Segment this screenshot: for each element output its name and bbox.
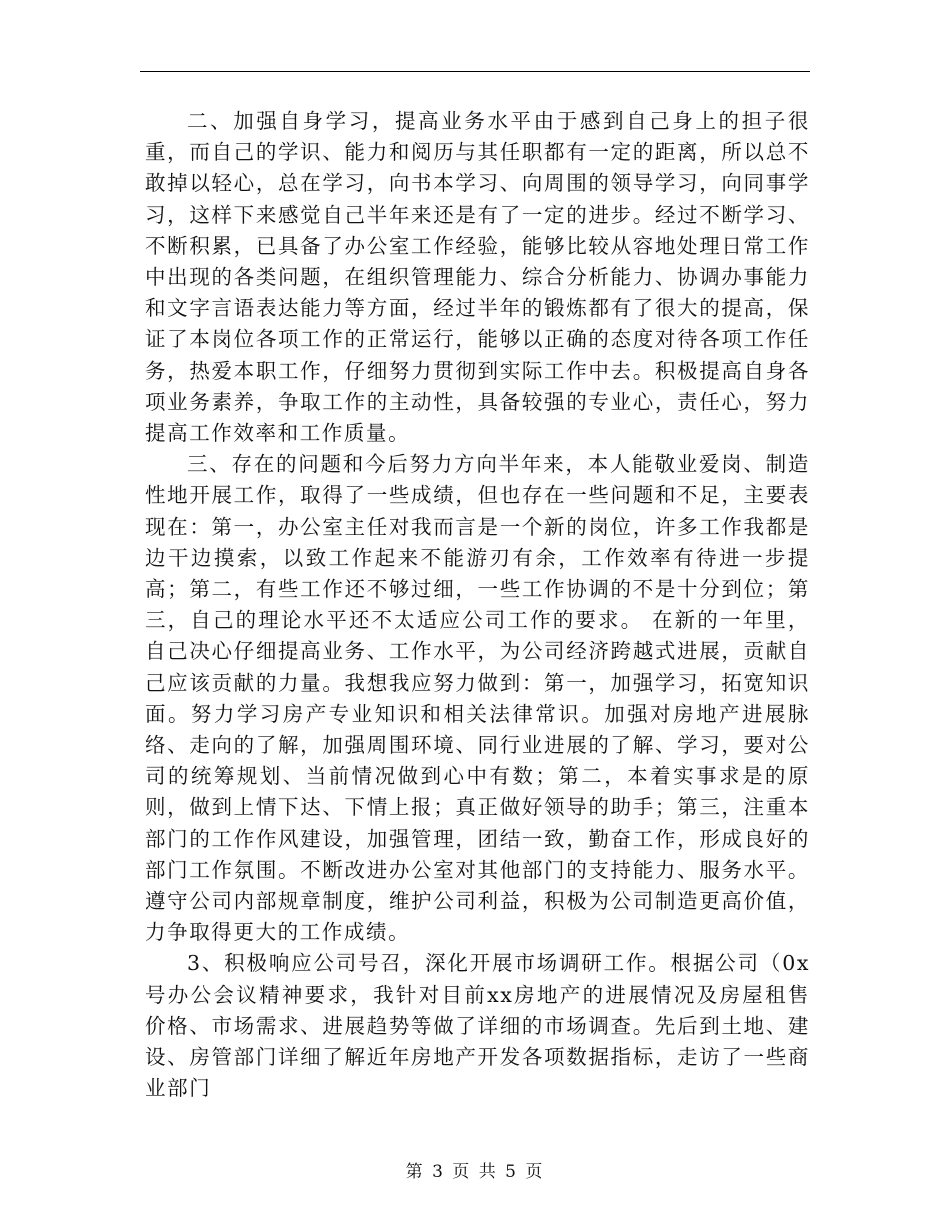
page-footer: 第 3 页 共 5 页 <box>405 1162 545 1182</box>
document-body <box>145 106 810 1105</box>
paragraph-market-research: 3、积极响应公司号召，深化开展市场调研工作。根据公司（0x号办公会议精神要求，我针对目前xx房地产的进展情况及房屋租售价格、市场需求、进展趋势等做了详细的市场调查。先后到土地、建设、房管部门详细了解近年房地产开发各项数据指标，走访了一些商业部门 <box>145 951 810 1101</box>
header-rule <box>140 71 810 72</box>
paragraph-problems: 三、存在的问题和今后努力方向半年来，本人能敬业爱岗、制造性地开展工作，取得了一些成绩，但也存在一些问题和不足，主要表现在：第一，办公室主任对我而言是一个新的岗位，许多工作我都是边干边摸索，以致工作起来不能游刃有余，工作效率有待进一步提高；第二，有些工作还不够过细，一些工作协调的不是十分到位；第三，自己的理论水平还不太适应公司工作的要求。 在新的一年里，自己决心仔细提高业务、工作水平，为公司经济跨越式进展，贡献自己应该贡献的力量。我想我应努力做到：第一，加强学习，拓宽知识面。努力学习房产专业知识和相关法律常识。加强对房地产进展脉络、走向的了解，加强周围环境、同行业进展的了解、学习，要对公司的统筹规划、当前情况做到心中有数；第二，本着实事求是的原则，做到上情下达、下情上报；真正做好领导的助手；第三，注重本部门的工作作风建设，加强管理，团结一致，勤奋工作，形成良好的部门工作氛围。不断改进办公室对其他部门的支持能力、服务水平。遵守公司内部规章制度，维护公司利益，积极为公司制造更高价值，力争取得更大的工作成绩。 <box>145 452 810 945</box>
paragraph-learning: 二、加强自身学习，提高业务水平由于感到自己身上的担子很重，而自己的学识、能力和阅历与其任职都有一定的距离，所以总不敢掉以轻心，总在学习，向书本学习、向周围的领导学习，向同事学习，这样下来感觉自己半年来还是有了一定的进步。经过不断学习、不断积累，已具备了办公室工作经验，能够比较从容地处理日常工作中出现的各类问题，在组织管理能力、综合分析能力、协调办事能力和文字言语表达能力等方面，经过半年的锻炼都有了很大的提高，保证了本岗位各项工作的正常运行，能够以正确的态度对待各项工作任务，热爱本职工作，仔细努力贯彻到实际工作中去。积极提高自身各项业务素养，争取工作的主动性，具备较强的专业心，责任心，努力提高工作效率和工作质量。 <box>145 109 810 446</box>
